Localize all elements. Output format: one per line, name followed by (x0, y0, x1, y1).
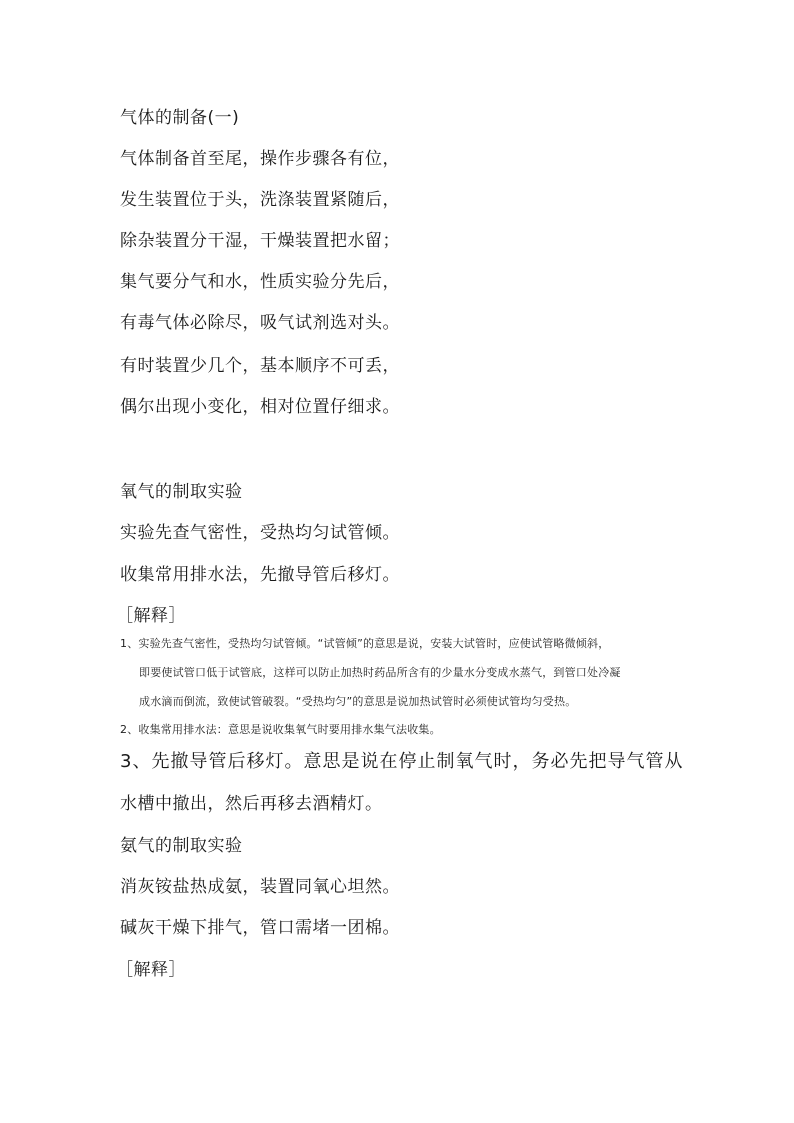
oxygen-line-1: 实验先查气密性，受热均匀试管倾。 (120, 523, 400, 543)
poem-line-1: 气体制备首至尾，操作步骤各有位， (120, 149, 400, 169)
oxygen-note-2: 2、收集常用排水法：意思是说收集氧气时要用排水集气法收集。 (120, 723, 441, 736)
ammonia-line-2: 碱灰干燥下排气，管口需堵一团棉。 (120, 918, 400, 938)
poem-line-6: 有时装置少几个，基本顺序不可丢， (120, 356, 400, 376)
poem-line-2: 发生装置位于头，洗涤装置紧随后， (120, 190, 400, 210)
poem-line-7: 偶尔出现小变化，相对位置仔细求。 (120, 397, 400, 417)
poem-line-5: 有毒气体必除尽，吸气试剂选对头。 (120, 313, 400, 333)
poem-line-3: 除杂装置分干湿，干燥装置把水留； (120, 231, 400, 251)
oxygen-explain-label: ［解释］ (116, 606, 186, 626)
oxygen-note-1-cont-a: 即要使试管口低于试管底，这样可以防止加热时药品所含有的少量水分变成水蒸气，到管口处冷凝 (139, 666, 621, 679)
poem-line-4: 集气要分气和水，性质实验分先后， (120, 272, 400, 292)
ammonia-line-1: 消灰铵盐热成氨，装置同氧心坦然。 (120, 877, 400, 897)
oxygen-line-2: 收集常用排水法，先撤导管后移灯。 (120, 565, 400, 585)
section-title-ammonia: 氨气的制取实验 (120, 836, 243, 856)
oxygen-note-1-cont-b: 成水滴而倒流，致使试管破裂。“受热均匀”的意思是说加热试管时必须使试管均匀受热。 (139, 695, 577, 708)
ammonia-explain-label: ［解释］ (116, 960, 186, 980)
oxygen-point-3-line-2: 水槽中撤出，然后再移去酒精灯。 (120, 794, 383, 814)
oxygen-point-3-line-1: 3、先撤导管后移灯。意思是说在停止制氧气时，务必先把导气管从 (120, 751, 684, 772)
oxygen-note-1: 1、实验先查气密性，受热均匀试管倾。“试管倾”的意思是说，安装大试管时，应使试管略微倾斜， (120, 637, 610, 650)
section-title-gas-preparation: 气体的制备(一) (120, 108, 240, 128)
section-title-oxygen: 氧气的制取实验 (120, 482, 243, 502)
